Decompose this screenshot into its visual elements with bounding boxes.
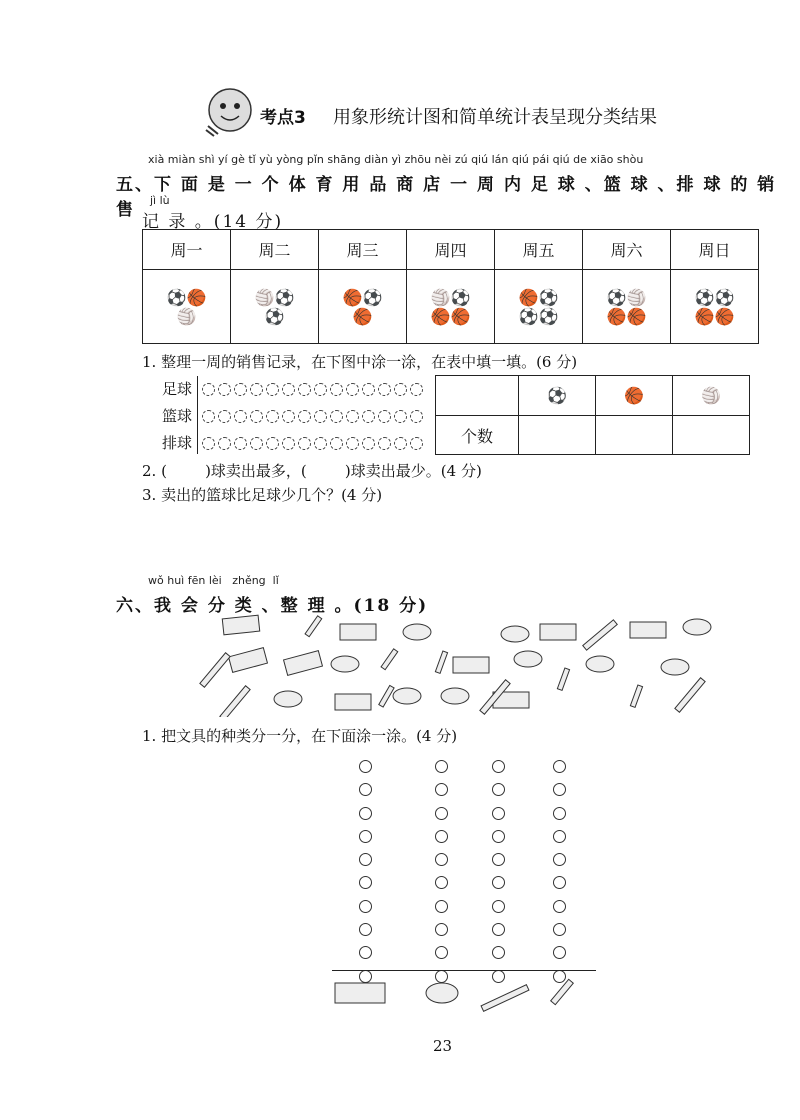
basketball-icon: 🏀 (596, 376, 673, 416)
q6-1: 1. 把文具的种类分一分，在下面涂一涂。(4 分) (142, 727, 458, 745)
fill-row[interactable] (202, 408, 426, 427)
balls-cell: ⚽🏀 🏐 (143, 270, 231, 344)
badge: 考点3 (260, 108, 306, 128)
row-label: 篮球 (162, 407, 193, 425)
page-number: 23 (433, 1037, 453, 1055)
balls-cell: 🏐⚽ 🏀🏀 (407, 270, 495, 344)
stationery-picture (185, 612, 725, 717)
baseline (332, 970, 596, 971)
count-label: 个数 (436, 416, 519, 455)
pinyin: xià miàn shì yí gè tǐ yù yòng pǐn shāng diàn yì zhōu nèi zú qiú lán qiú pái qiú de xiāo shòu (148, 153, 644, 166)
mascot-icon (200, 86, 260, 138)
row-label: 排球 (162, 434, 193, 452)
row-label: 足球 (162, 380, 193, 398)
circle-column[interactable] (435, 760, 448, 993)
s6-title: 六、我 会 分 类 、整 理 。(18 分) (116, 596, 429, 616)
count-table (435, 375, 750, 455)
day-cell: 周四 (407, 230, 495, 270)
stationery-legend (330, 975, 600, 1015)
q5-3: 3. 卖出的篮球比足球少几个？(4 分) (142, 486, 383, 504)
balls-cell: ⚽⚽ 🏀🏀 (671, 270, 759, 344)
day-cell: 周二 (231, 230, 319, 270)
pinyin-2: jì lù (150, 194, 170, 207)
day-cell: 周三 (319, 230, 407, 270)
s5-line2: 记 录 。(14 分) (142, 212, 284, 232)
balls-cell: 🏀⚽ 🏀 (319, 270, 407, 344)
fill-row[interactable] (202, 435, 426, 454)
q5-1: 1. 整理一周的销售记录，在下图中涂一涂，在表中填一填。(6 分) (142, 353, 578, 371)
circle-column[interactable] (492, 760, 505, 993)
fill-row[interactable] (202, 381, 426, 400)
answer-cell[interactable] (519, 416, 596, 455)
sales-record-table (142, 229, 759, 344)
pinyin: wǒ huì fēn lèi zhěng lǐ (148, 574, 279, 587)
day-cell: 周六 (583, 230, 671, 270)
chart-axis (197, 376, 198, 454)
day-cell: 周五 (495, 230, 583, 270)
soccer-icon: ⚽ (519, 376, 596, 416)
circle-column[interactable] (553, 760, 566, 993)
answer-cell[interactable] (596, 416, 673, 455)
page-title: 用象形统计图和简单统计表呈现分类结果 (333, 107, 657, 128)
balls-cell: 🏀⚽ ⚽⚽ (495, 270, 583, 344)
s5-line1: 五、下 面 是 一 个 体 育 用 品 商 店 一 周 内 足 球 、篮 球 、排 球 的 销 售 (116, 175, 777, 220)
balls-cell: ⚽🏐 🏀🏀 (583, 270, 671, 344)
day-cell: 周日 (671, 230, 759, 270)
answer-cell[interactable] (673, 416, 750, 455)
volleyball-icon: 🏐 (673, 376, 750, 416)
balls-cell: 🏐⚽ ⚽ (231, 270, 319, 344)
day-cell: 周一 (143, 230, 231, 270)
q5-2: 2. ( )球卖出最多，( )球卖出最少。(4 分) (142, 462, 482, 480)
circle-column[interactable] (359, 760, 372, 993)
